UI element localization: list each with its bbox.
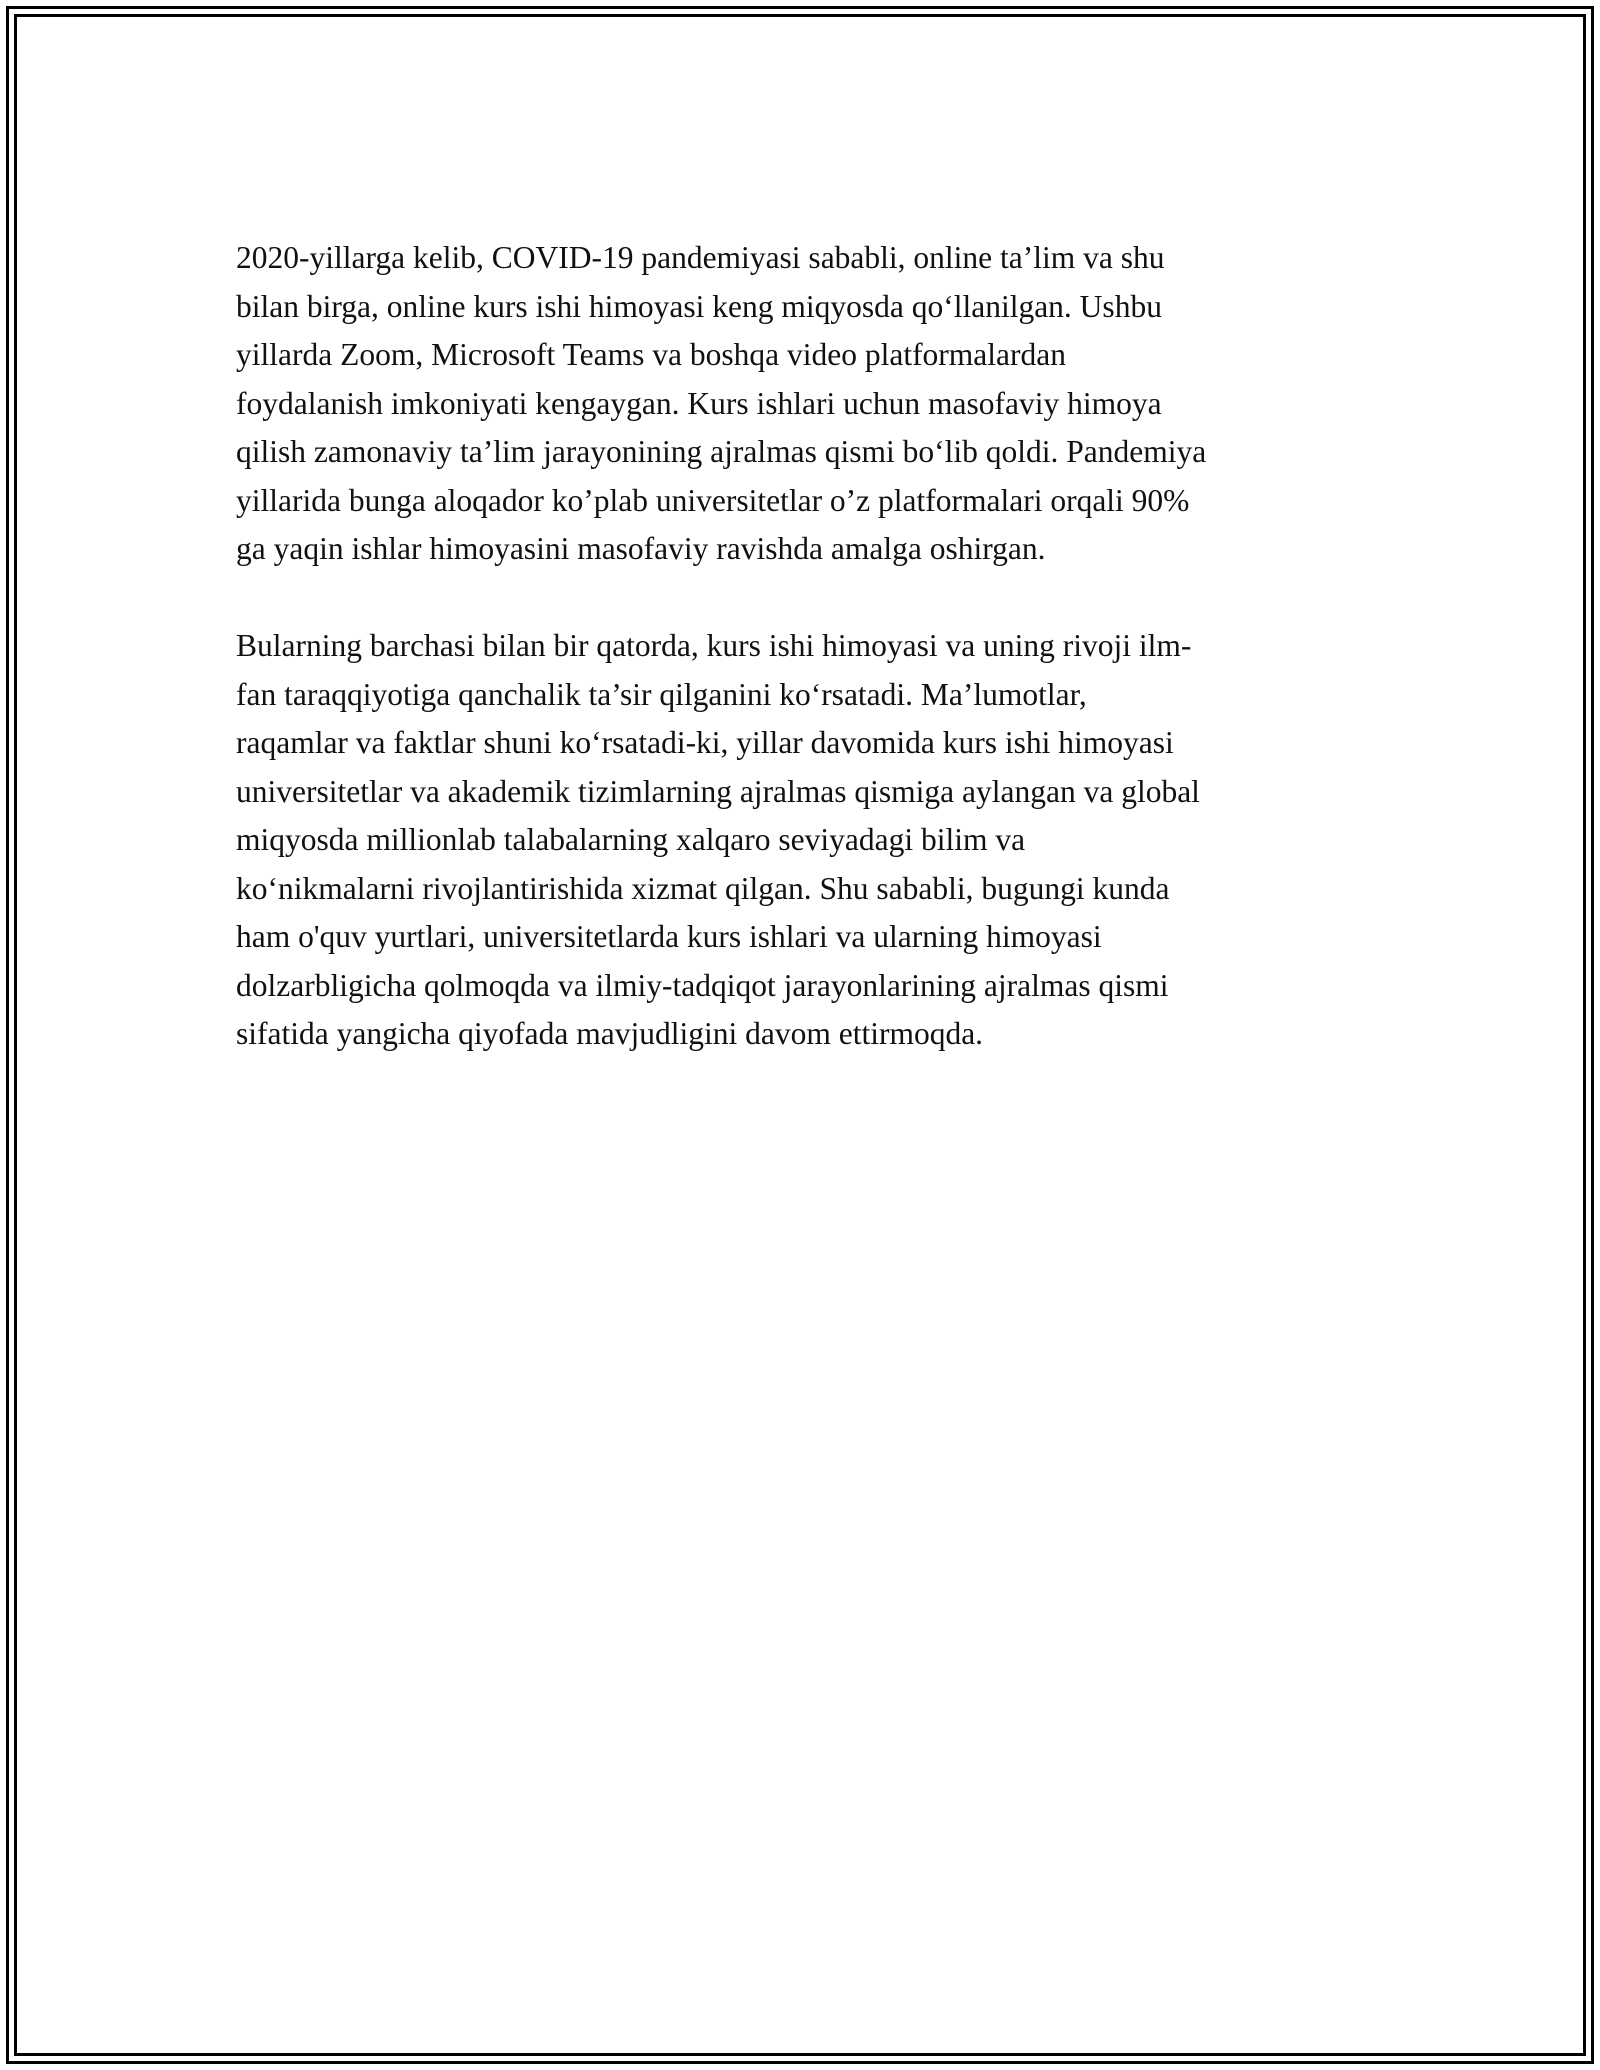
paragraph-1: 2020-yillarga kelib, COVID-19 pandemiyasi sababli, online ta’lim va shu bilan birga, online kurs ishi himoyasi keng miqyosda qo‘llanilgan. Ushbu yillarda Zoom, Microsoft Teams va boshqa video platformalardan foydalanish imkoniyati kengaygan. Kurs ishlari uchun masofaviy himoya qilish zamonaviy ta’lim jarayonining ajralmas qismi bo‘lib qoldi. Pandemiya yillarida bunga aloqador ko’plab universitetlar o’z platformalari orqali 90% ga yaqin ishlar himoyasini masofaviy ravishda amalga oshirgan. <box>236 240 1207 566</box>
paragraph-2: Bularning barchasi bilan bir qatorda, kurs ishi himoyasi va uning rivoji ilm- fan taraqqiyotiga qanchalik ta’sir qilganini ko‘rsatadi. Ma’lumotlar, raqamlar va faktlar shuni ko‘rsatadi-ki, yillar davomida kurs ishi himoyasi universitetlar va akademik tizimlarning ajralmas qismiga aylangan va global miqyosda millionlab talabalarning xalqaro seviyadagi bilim va ko‘nikmalarni rivojlantirishida xizmat qilgan. Shu sababli, bugungi kunda ham o'quv yurtlari, universitetlarda kurs ishlari va ularning himoyasi dolzarbligicha qolmoqda va ilmiy-tadqiqot jarayonlarining ajralmas qismi sifatida yangicha qiyofada mavjudligini davom ettirmoqda. <box>236 628 1200 1051</box>
document-body <box>236 234 1376 1059</box>
